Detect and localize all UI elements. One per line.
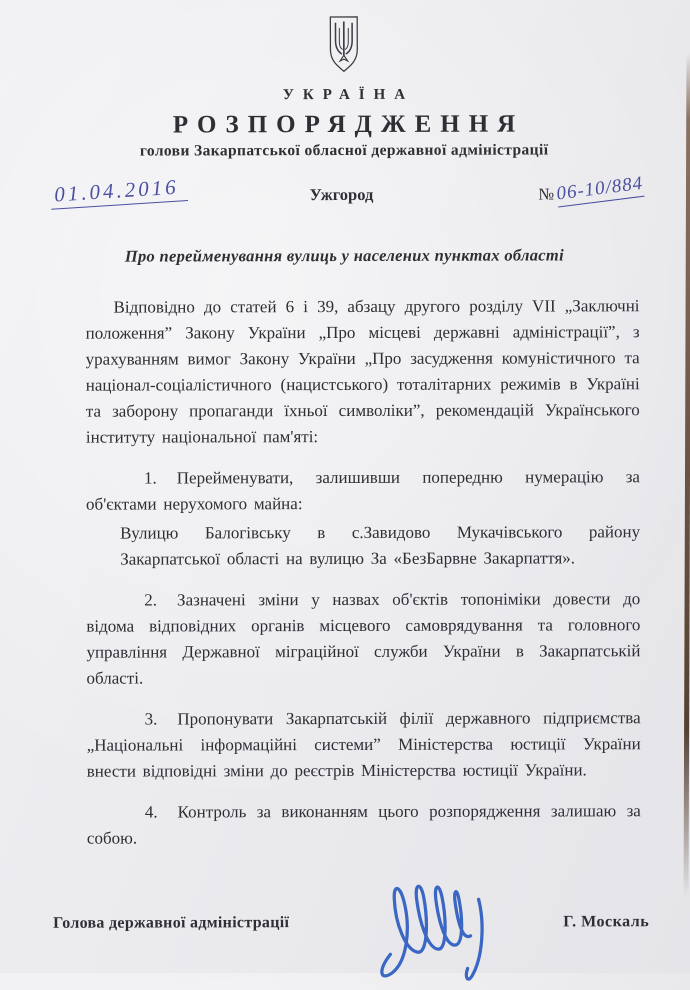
- handwritten-number: 06-10/884: [555, 173, 644, 208]
- item-4-number: 4.: [144, 802, 158, 822]
- item-1-number: 1.: [143, 468, 157, 488]
- handwritten-signature-icon: [369, 857, 519, 989]
- item-3-text: Пропонувати Закарпатській філії державного підприємства „Національні інформаційні системи” Міністерства юстиції України внести відповідні зміни до реєстрів Міністерства юстиції України.: [86, 708, 641, 781]
- item-1: [86, 464, 640, 517]
- item-3: [87, 705, 641, 784]
- signature-row: [1, 902, 690, 944]
- item-2-number: 2.: [144, 590, 158, 610]
- issuer-line: голови Закарпатської обласної державної адміністрації: [139, 141, 549, 160]
- signer-name: Г. Москаль: [563, 913, 650, 931]
- meta-row: [0, 172, 689, 217]
- signer-position: Голова державної адміністрації: [53, 914, 290, 932]
- item-2-text: Зазначені зміни у назвах об'єктів топоніміки довести до відома відповідних органів місцевого самоврядування та головного управління Державної міграційної служби України в Закарпатській області.: [86, 589, 641, 688]
- document-type-title: РОЗПОРЯДЖЕННЯ: [172, 110, 525, 139]
- item-3-number: 3.: [144, 709, 158, 729]
- number-sign: №: [538, 184, 555, 204]
- document-body: [85, 293, 640, 851]
- ukraine-trident-emblem-icon: [321, 14, 367, 80]
- item-4-text: Контроль за виконанням цього розпорядження залишаю за собою.: [86, 801, 641, 848]
- document-header: [0, 13, 689, 161]
- intro-paragraph: Відповідно до статей 6 і 39, абзацу другого розділу VII „Заключні положення” Закону України „Про місцеві державні адміністрації”, з урахуванням вимог Закону України „Про засудження комуністичного та націонал-соціалістичного (нацистського) тоталітарних режимів в Україні та заборону пропаганди їхньої символіки”, рекомендацій Українського інституту національної пам'яті:: [85, 296, 640, 447]
- handwritten-date: 01.04.2016: [50, 174, 188, 210]
- subject-title: Про перейменування вулиць у населених пунктах області: [124, 245, 564, 266]
- document-number: [495, 172, 645, 207]
- country-name: УКРАЇНА: [282, 86, 415, 104]
- item-1-text: Перейменувати, залишивши попередню нумерацію за об'єктами нерухомого майна:: [86, 467, 641, 514]
- item-2: [86, 586, 640, 691]
- item-1-subparagraph: Вулицю Балогівську в с.Завидово Мукачівського району Закарпатської області на вулицю За «БезБарвне Закарпаття».: [120, 522, 641, 569]
- item-4: [87, 798, 641, 851]
- city-label: Ужгород: [309, 184, 374, 205]
